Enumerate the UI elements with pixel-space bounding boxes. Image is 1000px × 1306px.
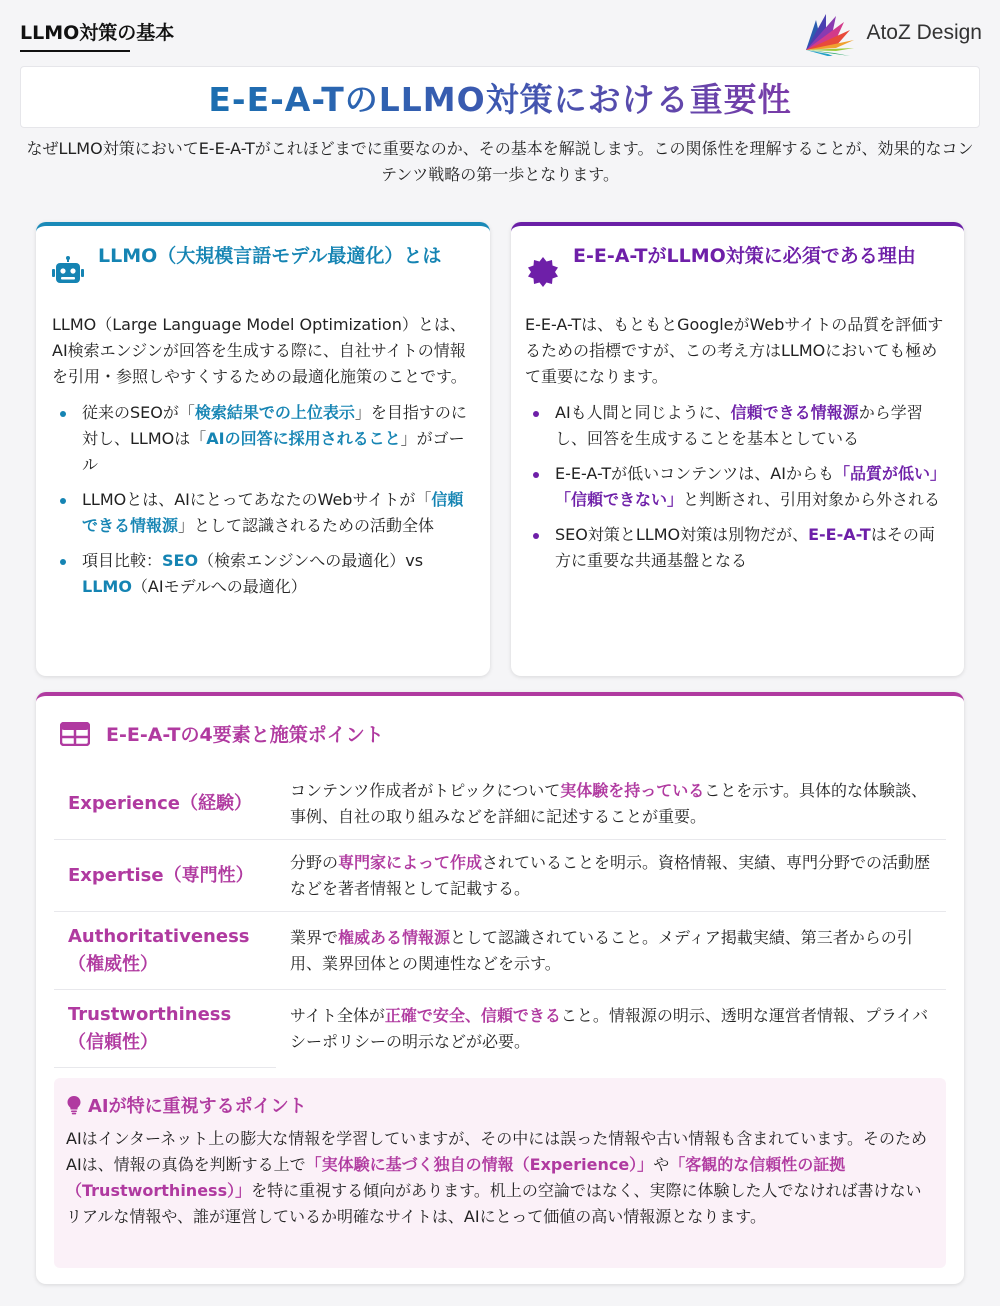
list-item <box>52 487 474 539</box>
bullet-text: 」がゴール <box>82 429 465 474</box>
eeat-reason-card-title: E-E-A-TがLLMO対策に必須である理由 <box>573 245 916 267</box>
llmo-card-title: LLMO（大規模言語モデル最適化）とは <box>98 245 442 267</box>
element-term: Experience（経験） <box>68 792 252 814</box>
bullet-highlight: 検索結果での上位表示 <box>194 403 355 422</box>
eeat-elements-table <box>54 768 946 1068</box>
element-description <box>276 912 946 989</box>
tip-body <box>66 1126 932 1230</box>
bullet-text: 従来のSEOが「 <box>82 403 195 422</box>
table-icon <box>60 722 90 746</box>
brand <box>798 10 982 56</box>
page-title: E-E-A-TのLLMO対策における重要性 <box>208 74 791 121</box>
description-highlight: 専門家によって作成 <box>338 852 483 872</box>
eeat-reason-card-header <box>527 242 948 288</box>
llmo-card-header <box>52 242 474 288</box>
brand-logo-icon <box>798 10 858 56</box>
eeat-reason-card <box>511 222 964 676</box>
list-item <box>525 461 950 513</box>
element-term: Authoritativeness（権威性） <box>68 925 250 975</box>
description-text: こと。情報源の明示、透明な運営者情報、プライバシーポリシーの明示などが必要。 <box>290 1006 929 1051</box>
bullet-text: （AIモデルへの最適化） <box>131 577 307 596</box>
brand-name: AtoZ Design <box>866 21 982 44</box>
list-item <box>52 400 474 478</box>
description-text: サイト全体が <box>290 1006 385 1025</box>
bullet-highlight: 信頼できる情報源 <box>730 403 859 422</box>
table-row <box>54 840 946 912</box>
bullet-text: と判断され、引用対象から外される <box>683 490 940 509</box>
table-row <box>54 990 946 1068</box>
bullet-highlight: 信頼できる情報源 <box>82 490 464 535</box>
bullet-highlight: 「品質が低い」「信頼できない」 <box>555 464 946 509</box>
ai-focus-tip-box <box>54 1078 946 1268</box>
list-item <box>52 548 474 600</box>
bullet-text: LLMOとは、AIにとってあなたのWebサイトが「 <box>82 490 432 509</box>
bullet-highlight: AIの回答に採用されること <box>206 429 401 448</box>
bullet-text: はその両方に重要な共通基盤となる <box>555 525 935 570</box>
element-description <box>276 840 946 911</box>
llmo-card-paragraph: LLMO（Large Language Model Optimization）とは、AI検索エンジンが回答を生成する際に、自社サイトの情報を引用・参照しやすくするための最適化施策のことです。 <box>52 315 467 386</box>
bullet-highlight: E-E-A-T <box>808 525 871 544</box>
eeat-reason-paragraph: E-E-A-Tは、もともとGoogleがWebサイトの品質を評価するための指標ですが、この考え方はLLMOにおいても極めて重要になります。 <box>525 315 944 386</box>
element-term: Expertise（専門性） <box>68 864 254 886</box>
description-text: されていることを明示。資格情報、実績、専門分野での活動歴などを著者情報として記載する。 <box>290 852 931 898</box>
tip-highlight: 「実体験に基づく独自の情報（Experience）」 <box>305 1155 654 1174</box>
tip-title: AIが特に重視するポイント <box>88 1096 307 1117</box>
tip-text: や <box>653 1155 670 1174</box>
description-text: として認識されていること。メディア掲載実績、第三者からの引用、業界団体との関連性などを示す。 <box>290 927 913 973</box>
eeat-reason-card-body <box>525 312 950 583</box>
tip-text: AIはインターネット上の膨大な情報を学習していますが、その中には誤った情報や古い情報も含まれています。そのためAIは、情報の真偽を判断する上で <box>66 1129 927 1174</box>
element-term: Trustworthiness（信頼性） <box>54 990 276 1068</box>
top-bar <box>0 0 1000 62</box>
description-text: ことを示す。具体的な体験談、事例、自社の取り組みなどを詳細に記述することが重要。 <box>290 780 927 826</box>
llmo-card <box>36 222 490 676</box>
bullet-text: 」を目指すのに対し、LLMOは「 <box>82 403 467 448</box>
bullet-text: AIも人間と同じように、 <box>555 403 731 422</box>
description-highlight: 権威ある情報源 <box>338 927 451 947</box>
robot-icon <box>52 256 84 288</box>
section-tag: LLMO対策の基本 <box>20 22 175 44</box>
eeat-reason-bullet-list <box>525 400 950 574</box>
title-box <box>20 66 980 128</box>
tip-header <box>66 1092 307 1118</box>
badge-icon <box>527 256 559 288</box>
bullet-highlight: LLMO <box>82 577 132 596</box>
description-text: コンテンツ作成者がトピックについて <box>290 780 561 800</box>
element-description <box>276 990 946 1068</box>
description-text: 業界で <box>290 927 339 947</box>
list-item <box>525 522 950 574</box>
eeat-elements-header <box>60 720 384 747</box>
description-highlight: 正確で安全、信頼できる <box>384 1006 561 1025</box>
element-description <box>276 768 946 839</box>
eeat-elements-card <box>36 692 964 1284</box>
list-item <box>525 400 950 452</box>
bullet-highlight: SEO <box>162 551 199 570</box>
llmo-card-body <box>52 312 474 609</box>
tip-text: を特に重視する傾向があります。机上の空論ではなく、実際に体験した人でなければ書けないリアルな情報や、誰が運営しているか明確なサイトは、AIにとって価値の高い情報源となります。 <box>66 1181 922 1226</box>
bullet-text: E-E-A-Tが低いコンテンツは、AIからも <box>555 464 834 483</box>
description-highlight: 実体験を持っている <box>560 780 705 800</box>
description-text: 分野の <box>290 852 339 872</box>
lightbulb-icon <box>66 1095 82 1115</box>
bullet-text: 」として認識されるための活動全体 <box>178 516 435 535</box>
llmo-bullet-list <box>52 400 474 600</box>
table-row <box>54 912 946 990</box>
bullet-text: （検索エンジンへの最適化）vs <box>198 551 424 570</box>
bullet-text: SEO対策とLLMO対策は別物だが、 <box>555 525 809 544</box>
tip-highlight: 「客観的な信頼性の証拠（Trustworthiness）」 <box>66 1155 846 1200</box>
bullet-text: から学習し、回答を生成することを基本としている <box>555 403 923 448</box>
bullet-text: 項目比較： <box>82 551 163 570</box>
intro-text: なぜLLMO対策においてE-E-A-Tがこれほどまでに重要なのか、その基本を解説します。この関係性を理解することが、効果的なコンテンツ戦略の第一歩となります。 <box>26 139 974 184</box>
section-tag-underline <box>20 50 130 52</box>
eeat-elements-title: E-E-A-Tの4要素と施策ポイント <box>106 724 384 746</box>
table-row <box>54 768 946 840</box>
